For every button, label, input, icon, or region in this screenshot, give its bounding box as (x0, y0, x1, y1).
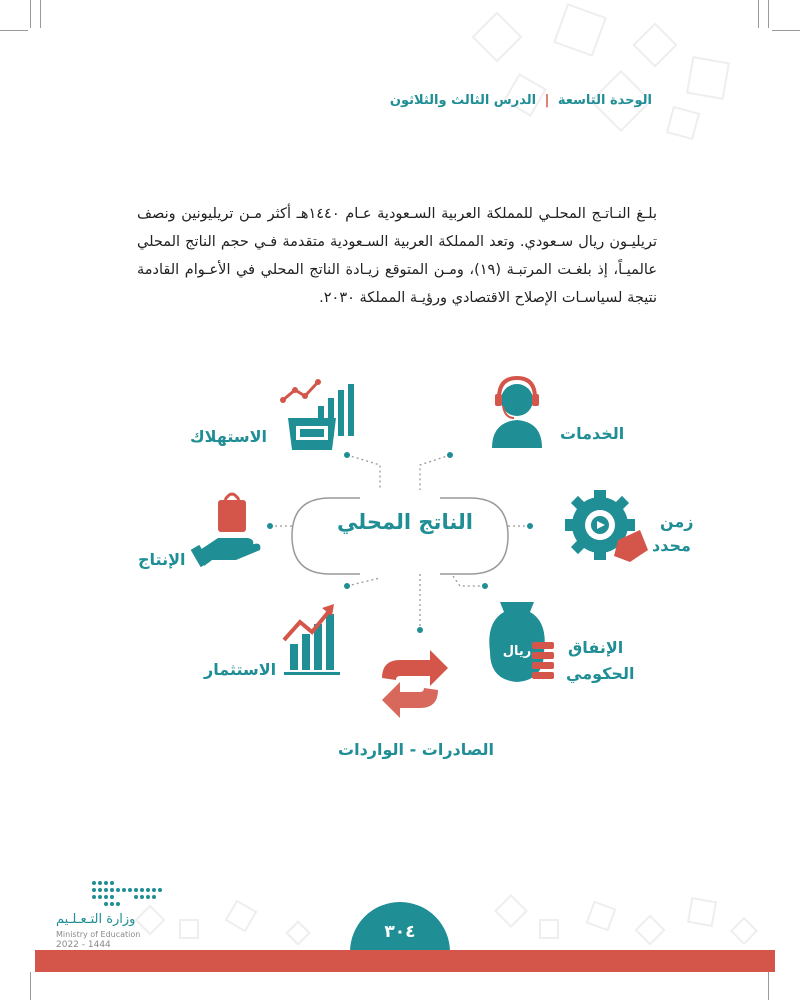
ministry-name-en: Ministry of Education (56, 930, 141, 939)
ministry-name-ar: وزارة التـعـلـيم (56, 912, 136, 927)
time-label-line1: زمن (660, 512, 694, 531)
services-label: الخدمات (560, 424, 625, 443)
investment-label: الاستثمار (204, 660, 277, 679)
lesson-title: الدرس الثالث والثلاثون (389, 93, 537, 108)
riyal-label: ريال (502, 644, 532, 659)
body-paragraph: بلـغ النـاتـج المحلـي للمملكة العربية السـعودية عـام ١٤٤٠هـ أكثر مـن تريليونين ونصف تريليـون ريال سـعودي. وتعد المملكة العربية السـعودية متقدمة فـي حجم الناتج المحلي عالميـاً، إذ بلغـت المرتبـة (١٩)، ومـن المتوقع زيـادة الناتج المحلي في الأعـوام القادمة نتيجة لسياسـات الإصلاح الاقتصادي ورؤيـة المملكة ٢٠٣٠. (137, 206, 657, 306)
gov-spending-label-line2: الحكومي (566, 664, 635, 683)
edition-year: 2022 - 1444 (56, 940, 111, 950)
production-label: الإنتاج (138, 550, 186, 569)
gdp-center-label: الناتج المحلي (337, 510, 473, 534)
gov-spending-label-line1: الإنفاق (568, 638, 624, 657)
header-separator: | (544, 93, 550, 108)
unit-title: الوحدة التاسعة (557, 93, 652, 108)
consumption-label: الاستهلاك (190, 427, 268, 446)
footer-bar (35, 950, 775, 972)
page-number: ٣٠٤ (384, 922, 416, 942)
trade-label: الصادرات - الواردات (338, 740, 495, 759)
time-label-line2: محدد (652, 536, 691, 555)
